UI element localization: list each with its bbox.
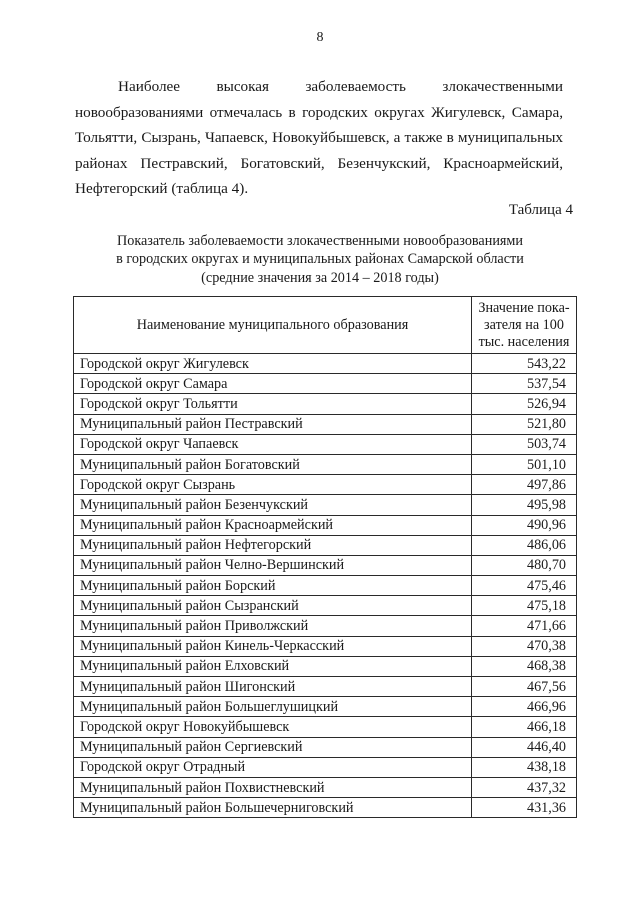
table-row bbox=[74, 656, 577, 676]
row-name: Городской округ Самара bbox=[74, 374, 472, 394]
table-row bbox=[74, 798, 577, 818]
table-row bbox=[74, 515, 577, 535]
row-name: Муниципальный район Приволжский bbox=[74, 616, 472, 636]
caption-line: (средние значения за 2014 – 2018 годы) bbox=[201, 269, 439, 286]
table-caption bbox=[0, 232, 640, 287]
row-value: 475,18 bbox=[472, 596, 577, 616]
table-row bbox=[74, 697, 577, 717]
row-value: 468,38 bbox=[472, 656, 577, 676]
row-name: Муниципальный район Красноармейский bbox=[74, 515, 472, 535]
row-name: Муниципальный район Борский bbox=[74, 576, 472, 596]
row-name: Муниципальный район Большеглушицкий bbox=[74, 697, 472, 717]
row-name: Муниципальный район Нефтегорский bbox=[74, 535, 472, 555]
row-value: 497,86 bbox=[472, 475, 577, 495]
row-name: Городской округ Новокуйбышевск bbox=[74, 717, 472, 737]
row-value: 470,38 bbox=[472, 636, 577, 656]
row-value: 537,54 bbox=[472, 374, 577, 394]
row-name: Муниципальный район Елховский bbox=[74, 656, 472, 676]
row-value: 480,70 bbox=[472, 555, 577, 575]
row-name: Муниципальный район Большечерниговский bbox=[74, 798, 472, 818]
row-name: Муниципальный район Безенчукский bbox=[74, 495, 472, 515]
row-value: 466,18 bbox=[472, 717, 577, 737]
paragraph-word: высокая bbox=[216, 78, 270, 95]
table-body bbox=[74, 354, 577, 818]
row-value: 475,46 bbox=[472, 576, 577, 596]
caption-line: в городских округах и муниципальных районах Самарской области bbox=[116, 251, 524, 268]
paragraph-word: заболеваемость bbox=[305, 78, 406, 95]
table-row bbox=[74, 616, 577, 636]
paragraph-line: Тольятти, Сызрань, Чапаевск, Новокуйбышевск, а также в муниципальных bbox=[75, 129, 563, 147]
row-value: 526,94 bbox=[472, 394, 577, 414]
row-value: 431,36 bbox=[472, 798, 577, 818]
row-name: Муниципальный район Сызранский bbox=[74, 596, 472, 616]
paragraph-first-line bbox=[75, 74, 563, 100]
row-name: Муниципальный район Кинель-Черкасский bbox=[74, 636, 472, 656]
caption-line: Показатель заболеваемости злокачественными новообразованиями bbox=[116, 233, 524, 249]
row-value: 437,32 bbox=[472, 777, 577, 797]
row-value: 521,80 bbox=[472, 414, 577, 434]
row-value: 446,40 bbox=[472, 737, 577, 757]
row-name: Муниципальный район Пестравский bbox=[74, 414, 472, 434]
row-name: Городской округ Тольятти bbox=[74, 394, 472, 414]
header-value: Значение пока-зателя на 100 тыс. населения bbox=[472, 297, 577, 354]
row-name: Муниципальный район Челно-Вершинский bbox=[74, 555, 472, 575]
table-row bbox=[74, 374, 577, 394]
row-value: 543,22 bbox=[472, 354, 577, 374]
row-name: Городской округ Чапаевск bbox=[74, 434, 472, 454]
row-name: Городской округ Отрадный bbox=[74, 757, 472, 777]
body-paragraph bbox=[75, 74, 563, 202]
row-value: 501,10 bbox=[472, 454, 577, 474]
row-name: Городской округ Сызрань bbox=[74, 475, 472, 495]
table-row bbox=[74, 495, 577, 515]
table-row bbox=[74, 354, 577, 374]
paragraph-line: новообразованиями отмечалась в городских округах Жигулевск, Самара, bbox=[75, 103, 563, 121]
table-row bbox=[74, 454, 577, 474]
row-value: 503,74 bbox=[472, 434, 577, 454]
table-row bbox=[74, 757, 577, 777]
table-row bbox=[74, 535, 577, 555]
row-name: Муниципальный район Сергиевский bbox=[74, 737, 472, 757]
table-row bbox=[74, 394, 577, 414]
table-row bbox=[74, 677, 577, 697]
table-row bbox=[74, 737, 577, 757]
table-label: Таблица 4 bbox=[508, 202, 573, 218]
table-row bbox=[74, 414, 577, 434]
row-value: 490,96 bbox=[472, 515, 577, 535]
paragraph-line: районах Пестравский, Богатовский, Безенчукский, Красноармейский, bbox=[75, 154, 563, 172]
row-name: Муниципальный район Шигонский bbox=[74, 677, 472, 697]
table-row bbox=[74, 636, 577, 656]
header-name: Наименование муниципального образования bbox=[74, 297, 472, 354]
table-row bbox=[74, 717, 577, 737]
paragraph-word: злокачественными bbox=[442, 78, 563, 95]
row-value: 438,18 bbox=[472, 757, 577, 777]
row-name: Муниципальный район Богатовский bbox=[74, 454, 472, 474]
row-name: Муниципальный район Похвистневский bbox=[74, 777, 472, 797]
row-value: 495,98 bbox=[472, 495, 577, 515]
incidence-table bbox=[73, 296, 577, 818]
row-name: Городской округ Жигулевск bbox=[74, 354, 472, 374]
table-row bbox=[74, 576, 577, 596]
table-row bbox=[74, 434, 577, 454]
row-value: 466,96 bbox=[472, 697, 577, 717]
row-value: 467,56 bbox=[472, 677, 577, 697]
row-value: 486,06 bbox=[472, 535, 577, 555]
table-row bbox=[74, 555, 577, 575]
row-value: 471,66 bbox=[472, 616, 577, 636]
table-header-row bbox=[74, 297, 577, 354]
paragraph-line: Нефтегорский (таблица 4). bbox=[75, 180, 249, 198]
table-row bbox=[74, 777, 577, 797]
page-number: 8 bbox=[316, 30, 324, 45]
paragraph-word: Наиболее bbox=[118, 78, 181, 95]
table-row bbox=[74, 596, 577, 616]
table-row bbox=[74, 475, 577, 495]
